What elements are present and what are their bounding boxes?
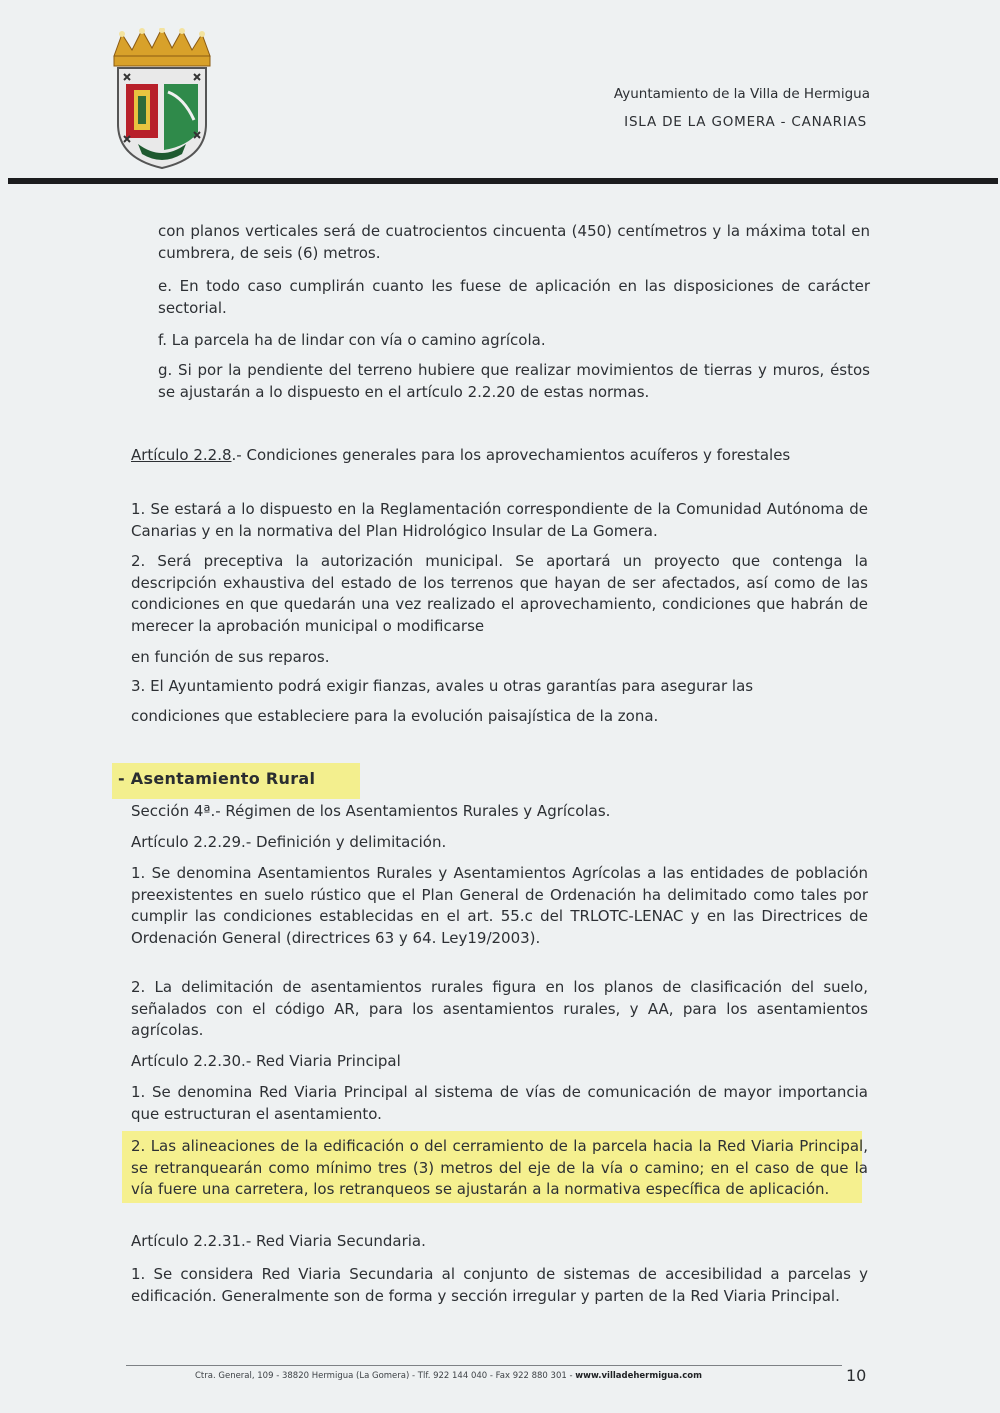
article-2-2-8-p2: 2. Será preceptiva la autorización municipal. Se aportará un proyecto que contenga la descripción exhaustiva del estado de los terrenos que hayan de ser afectados, así como de las condiciones en que quedarán una vez realizado el aprovechamiento, condiciones que habrán de merecer la aprobación municipal o modificarse — [131, 552, 868, 635]
article-2-2-8-p3: 3. El Ayuntamiento podrá exigir fianzas, avales u otras garantías para asegurar las — [131, 677, 754, 695]
article-2-2-30-p1: 1. Se denomina Red Viaria Principal al sistema de vías de comunicación de mayor importancia que estructuran el asentamiento. — [131, 1083, 868, 1123]
footer-website[interactable]: www.villadehermigua.com — [575, 1371, 702, 1381]
footer-address: Ctra. General, 109 - 38820 Hermigua (La Gomera) - Tlf. 922 144 040 - Fax 922 880 301 - — [195, 1371, 576, 1381]
article-2-2-8-p1: 1. Se estará a lo dispuesto en la Reglamentación correspondiente de la Comunidad Autónoma de Canarias y en la normativa del Plan Hidrológico Insular de La Gomera. — [131, 500, 868, 540]
paragraph-rest: en el caso de que la vía fuere una carretera, los retranqueos se ajustarán a la normativa específica de aplicación. — [131, 1158, 868, 1198]
item-f: f. La parcela ha de lindar con vía o camino agrícola. — [158, 331, 546, 349]
article-2-2-8-p2-end: en función de sus reparos. — [131, 648, 330, 666]
article-ref: Artículo 2.2.8 — [131, 446, 232, 464]
article-2-2-29-heading: Artículo 2.2.29.- Definición y delimitación. — [131, 833, 447, 851]
item-g: g. Si por la pendiente del terreno hubiere que realizar movimientos de tierras y muros, éstos se ajustarán a lo dispuesto en el artículo 2.2.20 de estas normas. — [158, 361, 870, 401]
footer-contact — [195, 1371, 835, 1381]
coat-of-arms-logo — [108, 28, 216, 170]
article-2-2-29-p1: 1. Se denomina Asentamientos Rurales y Asentamientos Agrícolas a las entidades de población preexistentes en suelo rústico que el Plan General de Ordenación ha delimitado como tales por cumplir las condiciones establecidas en el art. 55.c del TRLOTC-LENAC y en las Directrices de Ordenación General (directrices 63 y 64. Ley19/2003). — [131, 864, 868, 947]
article-2-2-31-heading: Artículo 2.2.31.- Red Viaria Secundaria. — [131, 1232, 426, 1250]
item-e: e. En todo caso cumplirán cuanto les fuese de aplicación en las disposiciones de carácter sectorial. — [158, 277, 870, 317]
continuation-paragraph: con planos verticales será de cuatrocientos cincuenta (450) centímetros y la máxima total en cumbrera, de seis (6) metros. — [158, 222, 870, 262]
header-divider — [8, 178, 998, 184]
section-4-title: Sección 4ª.- Régimen de los Asentamientos Rurales y Agrícolas. — [131, 802, 611, 820]
org-name: Ayuntamiento de la Villa de Hermigua — [613, 86, 870, 102]
article-2-2-29-p2: 2. La delimitación de asentamientos rurales figura en los planos de clasificación del suelo, señalados con el código AR, para los asentamientos rurales, y AA, para los asentamientos agrícolas. — [131, 978, 868, 1039]
organization-header — [614, 80, 870, 136]
article-title: .- Condiciones generales para los aprovechamientos acuíferos y forestales — [231, 446, 791, 464]
article-2-2-8-p3-end: condiciones que estableciere para la evolución paisajística de la zona. — [131, 707, 659, 725]
page-number: 10 — [846, 1366, 867, 1385]
highlighted-text: 2. Las alineaciones de la edificación o del cerramiento de la parcela hacia la Red Viaria Principal, se retranquearán como mínimo tres (3) metros del eje de la vía o camino; — [131, 1137, 868, 1177]
article-2-2-31-p1: 1. Se considera Red Viaria Secundaria al conjunto de sistemas de accesibilidad a parcelas y edificación. Generalmente son de forma y sección irregular y parten de la Red Viaria Principal. — [131, 1265, 868, 1305]
article-2-2-8-heading — [131, 445, 868, 467]
article-2-2-30-heading: Artículo 2.2.30.- Red Viaria Principal — [131, 1052, 401, 1070]
article-2-2-30-p2 — [131, 1136, 868, 1201]
footer-divider — [126, 1365, 842, 1366]
section-heading-asentamiento-rural: - Asentamiento Rural — [118, 769, 316, 788]
org-location: ISLA DE LA GOMERA - CANARIAS — [624, 114, 867, 130]
